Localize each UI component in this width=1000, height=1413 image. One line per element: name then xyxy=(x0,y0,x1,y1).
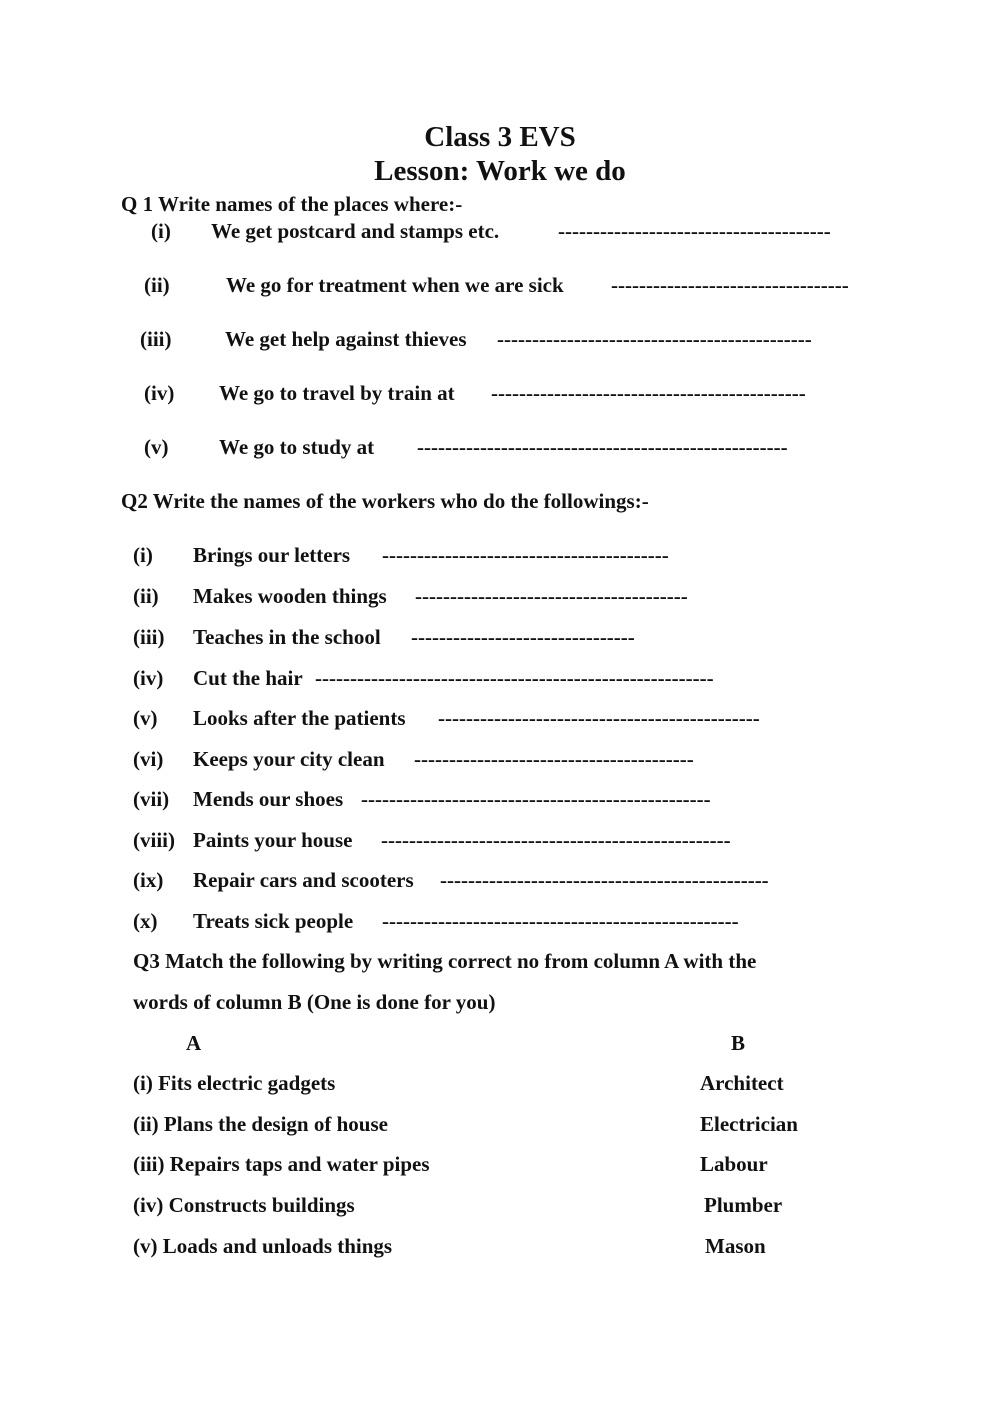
q2-item-text: Keeps your city clean xyxy=(193,747,385,771)
answer-blank[interactable]: --------------------------------------------- xyxy=(497,327,812,351)
lesson-title: Lesson: Work we do xyxy=(374,155,626,187)
q1-item-text: We go for treatment when we are sick xyxy=(226,273,564,297)
q2-item-number: (x) xyxy=(133,909,158,933)
answer-blank[interactable]: -------------------------------------------------- xyxy=(381,828,731,852)
column-a-item: (iv) Constructs buildings xyxy=(133,1193,355,1217)
q2-item-number: (v) xyxy=(133,706,158,730)
q2-item-text: Looks after the patients xyxy=(193,706,406,730)
q2-item-text: Brings our letters xyxy=(193,543,351,567)
column-a-item: (ii) Plans the design of house xyxy=(133,1112,388,1136)
q1-item-text: We go to study at xyxy=(219,435,375,459)
q3-heading-line1: Q3 Match the following by writing correct no from column A with the xyxy=(133,949,757,973)
q1-item-number: (iv) xyxy=(144,381,175,405)
column-a-header: A xyxy=(186,1031,202,1055)
q1-item-text: We get postcard and stamps etc. xyxy=(211,219,500,243)
q2-item-text: Paints your house xyxy=(193,828,353,852)
column-a-item: (i) Fits electric gadgets xyxy=(133,1071,336,1095)
answer-blank[interactable]: --------------------------------------- xyxy=(558,219,831,243)
answer-blank[interactable]: --------------------------------------------------------- xyxy=(315,666,714,690)
answer-blank[interactable]: ---------------------------------- xyxy=(611,273,849,297)
q2-item-number: (iii) xyxy=(133,625,165,649)
column-b-item: Mason xyxy=(705,1234,766,1258)
answer-blank[interactable]: ----------------------------------------- xyxy=(382,543,669,567)
column-a-item: (iii) Repairs taps and water pipes xyxy=(133,1152,430,1176)
answer-blank[interactable]: --------------------------------------- xyxy=(415,584,688,608)
q3-heading-line2: words of column B (One is done for you) xyxy=(133,990,496,1014)
q2-item-number: (viii) xyxy=(133,828,175,852)
answer-blank[interactable]: --------------------------------------------------- xyxy=(382,909,739,933)
column-a-item: (v) Loads and unloads things xyxy=(133,1234,393,1258)
q1-item-number: (iii) xyxy=(140,327,172,351)
column-b-header: B xyxy=(731,1031,746,1055)
q2-item-number: (i) xyxy=(133,543,153,567)
answer-blank[interactable]: ----------------------------------------------- xyxy=(440,868,769,892)
q2-item-text: Treats sick people xyxy=(193,909,354,933)
q2-item-text: Cut the hair xyxy=(193,666,303,690)
answer-blank[interactable]: ---------------------------------------- xyxy=(414,747,694,771)
q2-item-number: (vi) xyxy=(133,747,164,771)
q2-item-number: (ix) xyxy=(133,868,164,892)
q2-item-number: (iv) xyxy=(133,666,164,690)
answer-blank[interactable]: ---------------------------------------------- xyxy=(438,706,760,730)
q2-item-text: Repair cars and scooters xyxy=(193,868,414,892)
q1-item-text: We go to travel by train at xyxy=(219,381,455,405)
q2-item-text: Teaches in the school xyxy=(193,625,381,649)
q1-item-number: (i) xyxy=(151,219,171,243)
q2-item-number: (ii) xyxy=(133,584,159,608)
column-b-item: Plumber xyxy=(704,1193,783,1217)
q1-item-text: We get help against thieves xyxy=(225,327,467,351)
page-title: Class 3 EVS xyxy=(424,121,576,153)
answer-blank[interactable]: -------------------------------- xyxy=(411,625,635,649)
q1-heading: Q 1 Write names of the places where:- xyxy=(121,192,463,216)
q1-item-number: (v) xyxy=(144,435,169,459)
q1-item-number: (ii) xyxy=(144,273,170,297)
q2-heading: Q2 Write the names of the workers who do the followings:- xyxy=(121,489,649,513)
column-b-item: Architect xyxy=(700,1071,784,1095)
answer-blank[interactable]: ----------------------------------------------------- xyxy=(417,435,788,459)
q2-item-text: Makes wooden things xyxy=(193,584,387,608)
answer-blank[interactable]: -------------------------------------------------- xyxy=(361,787,711,811)
column-b-item: Labour xyxy=(700,1152,768,1176)
q2-item-text: Mends our shoes xyxy=(193,787,344,811)
q2-item-number: (vii) xyxy=(133,787,170,811)
column-b-item: Electrician xyxy=(700,1112,798,1136)
answer-blank[interactable]: --------------------------------------------- xyxy=(491,381,806,405)
